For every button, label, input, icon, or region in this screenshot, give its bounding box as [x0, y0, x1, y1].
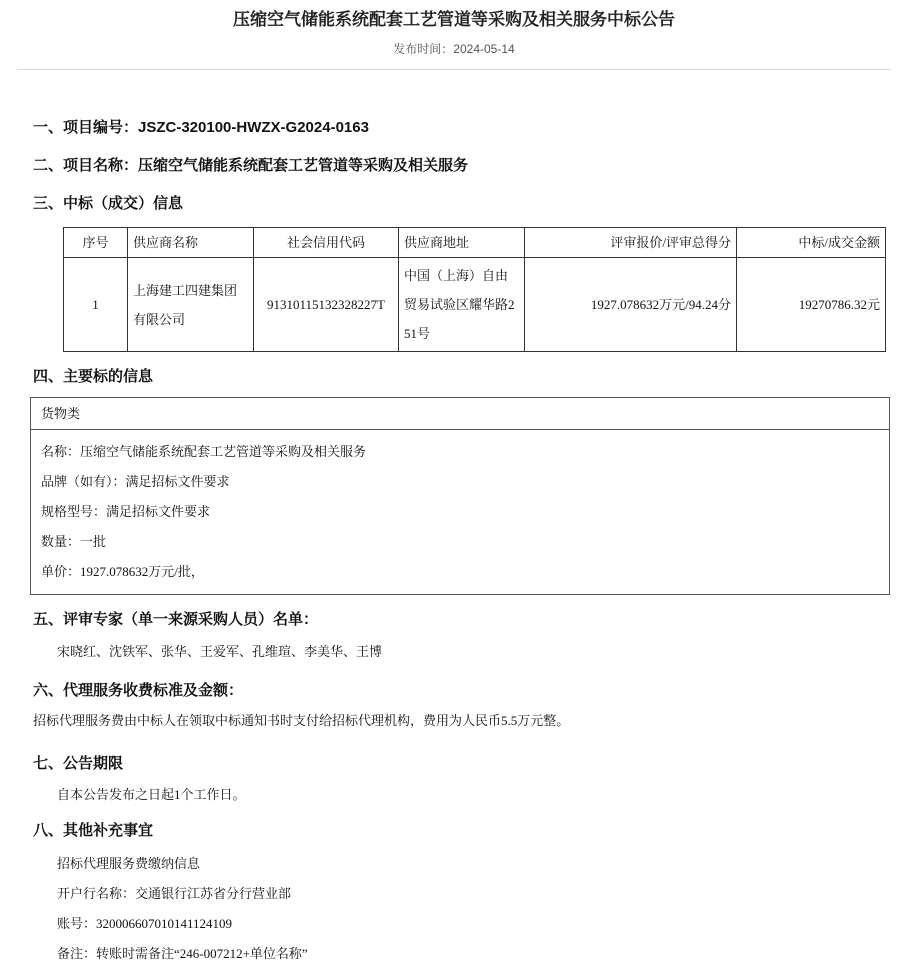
- bank-name-line: 开户行名称：交通银行江苏省分行营业部: [57, 886, 292, 901]
- account-number-line: 账号：320006607010141124109: [57, 916, 233, 931]
- page-title: 压缩空气储能系统配套工艺管道等采购及相关服务中标公告: [233, 10, 675, 29]
- subject-matter-box: [30, 397, 890, 595]
- subject-category: 货物类: [31, 398, 889, 430]
- header-divider: [17, 69, 891, 70]
- subject-brand-line: 品牌（如有）：满足招标文件要求: [41, 474, 230, 489]
- col-header-supplier-name: 供应商名称: [128, 228, 254, 258]
- award-table-header: [64, 228, 886, 258]
- transfer-remark-line: 备注：转账时需备注“246-007212+单位名称”: [57, 946, 308, 961]
- section-heading-project-name: 二、项目名称：压缩空气储能系统配套工艺管道等采购及相关服务: [33, 157, 469, 174]
- publish-time: 发布时间：2024-05-14: [393, 42, 515, 56]
- document-header: [0, 0, 908, 70]
- award-table: [63, 227, 886, 352]
- col-header-supplier-address: 供应商地址: [399, 228, 525, 258]
- col-header-award-amount: 中标/成交金额: [737, 228, 886, 258]
- cell-supplier-name: 上海建工四建集团有限公司: [128, 258, 254, 352]
- cell-supplier-address: 中国（上海）自由贸易试验区耀华路251号: [399, 258, 525, 352]
- subject-quantity-line: 数量：一批: [41, 534, 107, 549]
- table-row: [64, 258, 886, 352]
- section-experts: [18, 611, 890, 660]
- section-subject-matter: [18, 368, 890, 595]
- experts-name-list: 宋晓红、沈铁军、张华、王爱军、孔维瑄、李美华、王博: [57, 644, 383, 659]
- section-heading-supplementary: 八、其他补充事宜: [33, 822, 154, 839]
- cell-seq: 1: [64, 258, 128, 352]
- section-award-info: [18, 195, 890, 352]
- section-supplementary: [18, 822, 890, 969]
- col-header-credit-code: 社会信用代码: [254, 228, 399, 258]
- subject-details: [31, 430, 889, 594]
- cell-bid-price-score: 1927.078632万元/94.24分: [525, 258, 737, 352]
- section-agency-fee: [18, 682, 890, 729]
- supplementary-lines: [18, 849, 890, 969]
- section-heading-project-number: 一、项目编号：JSZC-320100-HWZX-G2024-0163: [33, 119, 369, 136]
- agency-fee-text: 招标代理服务费由中标人在领取中标通知书时支付给招标代理机构，费用为人民币5.5万元整。: [33, 713, 570, 728]
- col-header-bid-price-score: 评审报价/评审总得分: [525, 228, 737, 258]
- cell-award-amount: 19270786.32元: [737, 258, 886, 352]
- section-heading-subject-matter: 四、主要标的信息: [33, 368, 154, 385]
- section-project-number: [18, 119, 890, 136]
- section-announcement-period: [18, 755, 890, 803]
- section-heading-announcement-period: 七、公告期限: [33, 755, 124, 772]
- document-body: [0, 119, 908, 969]
- section-project-name: [18, 157, 890, 174]
- col-header-seq: 序号: [64, 228, 128, 258]
- section-heading-agency-fee: 六、代理服务收费标准及金额：: [33, 682, 244, 699]
- award-table-body: [64, 258, 886, 352]
- subject-spec-line: 规格型号：满足招标文件要求: [41, 504, 211, 519]
- cell-credit-code: 91310115132328227T: [254, 258, 399, 352]
- section-heading-award-info: 三、中标（成交）信息: [33, 195, 184, 212]
- agency-fee-payment-info-line: 招标代理服务费缴纳信息: [57, 856, 201, 871]
- announcement-period-text: 自本公告发布之日起1个工作日。: [57, 787, 246, 802]
- subject-name-line: 名称：压缩空气储能系统配套工艺管道等采购及相关服务: [41, 444, 367, 459]
- table-header-row: [64, 228, 886, 258]
- section-heading-experts: 五、评审专家（单一来源采购人员）名单：: [33, 611, 319, 628]
- subject-unit-price-line: 单价：1927.078632万元/批，: [41, 564, 204, 579]
